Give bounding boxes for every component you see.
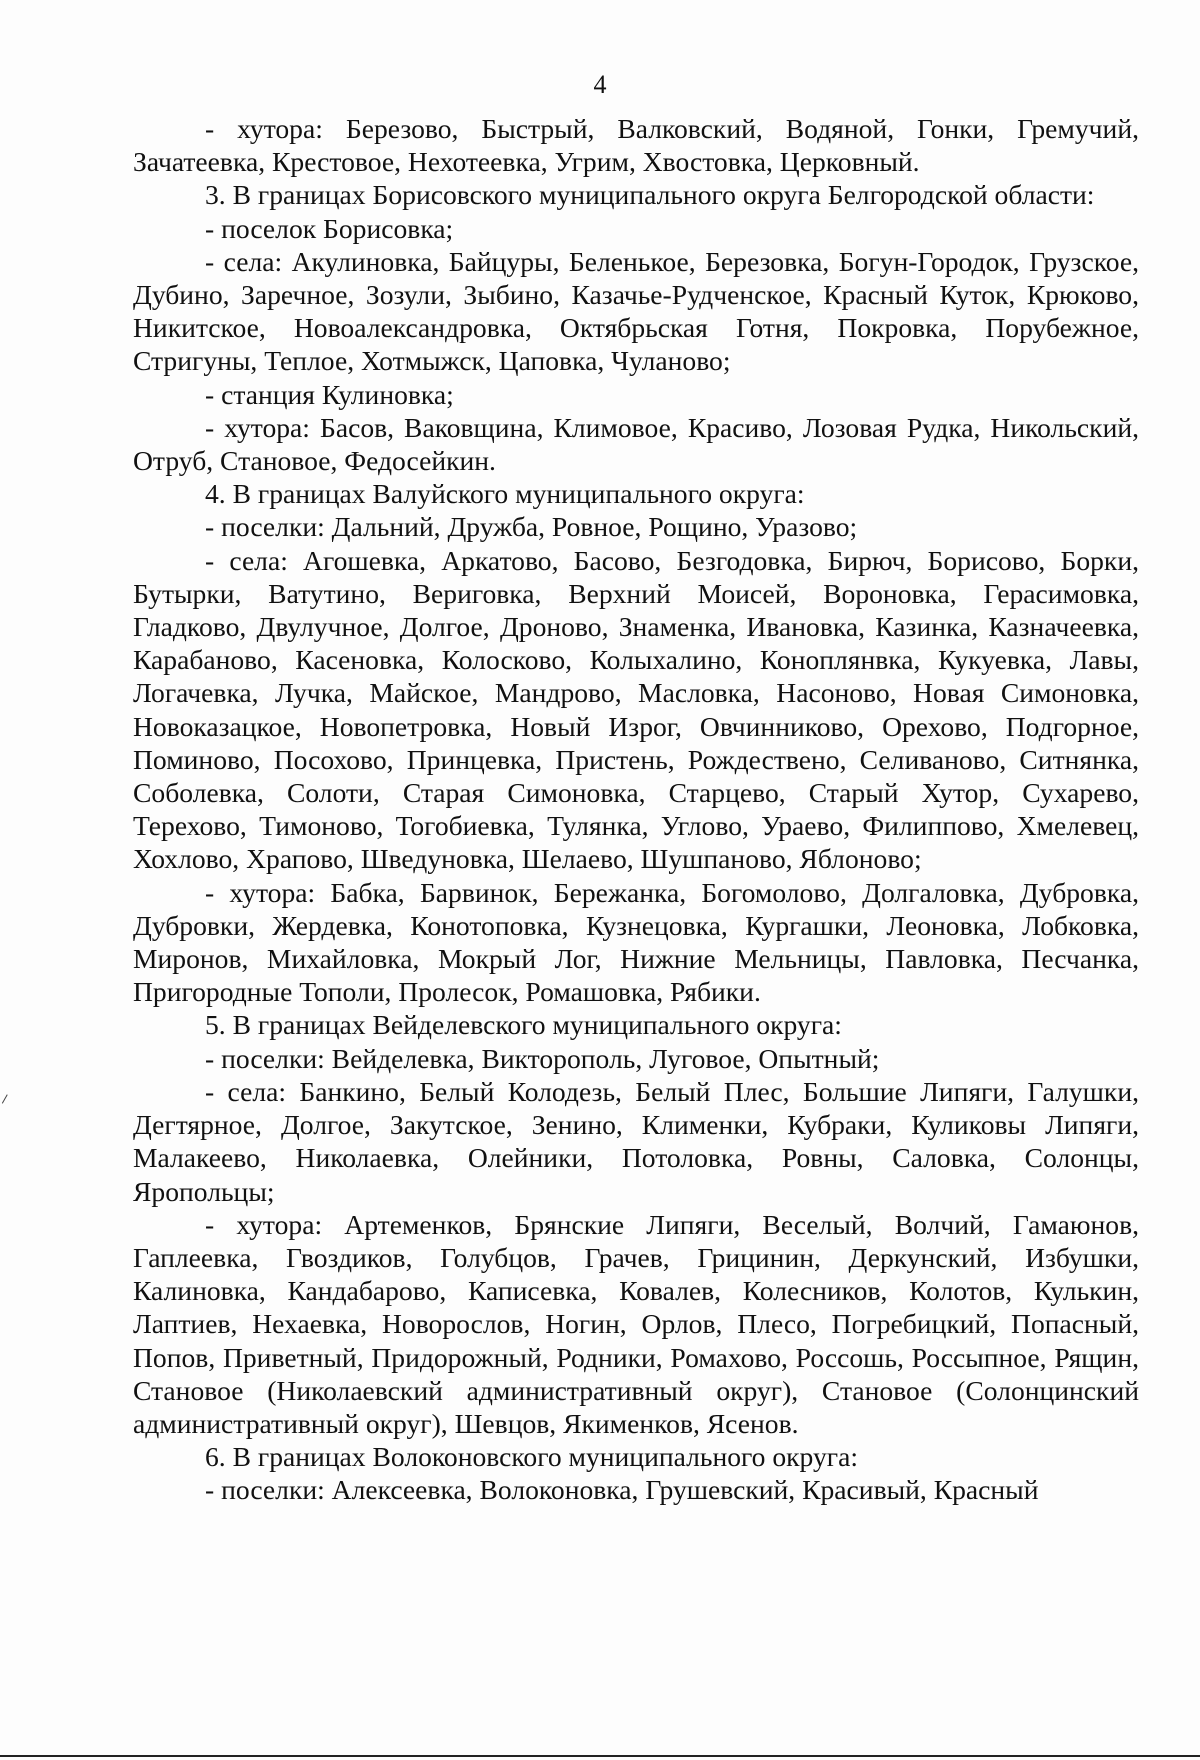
section-4-heading: 4. В границах Валуйского муниципального округа: (205, 478, 805, 510)
scan-mark (2, 1094, 11, 1105)
paragraph-khutora-borisovsky: - хутора: Басов, Ваковщина, Климовое, Красиво, Лозовая Рудка, Никольский, Отруб, Становое, Федосейкин. (133, 411, 1139, 477)
paragraph-khutora-valuysky: - хутора: Бабка, Барвинок, Бережанка, Богомолово, Долгаловка, Дубровка, Дубровки, Жердевка, Конотоповка, Кузнецовка, Кургашки, Леоновка, Лобковка, Миронов, Михайловка, Мокрый Лог, Нижние Мельницы, Павловка, Песчанка, Пригородные Тополи, Пролесок, Ромашовка, Рябики. (133, 876, 1139, 1008)
paragraph-poselki-valuysky: - поселки: Дальний, Дружба, Ровное, Рощино, Уразово; (205, 511, 858, 543)
paragraph-poselki-volokonovsky: - поселки: Алексеевка, Волоконовка, Грушевский, Красивый, Красный (205, 1474, 1039, 1506)
paragraph-sela-valuysky: - села: Агошевка, Аркатово, Басово, Безгодовка, Бирюч, Борисово, Борки, Бутырки, Ватутино, Вериговка, Верхний Моисей, Вороновка, Герасимовка, Гладково, Двулучное, Долгое, Дроново, Знаменка, Ивановка, Казинка, Казначеевка, Карабаново, Касеновка, Колосково, Колыхалино, Коноплянвка, Кукуевка, Лавы, Логачевка, Лучка, Майское, Мандрово, Масловка, Насоново, Новая Симоновка, Новоказацкое, Новопетровка, Новый Изрог, Овчинниково, Орехово, Подгорное, Поминово, Посохово, Принцевка, Пристень, Рождествено, Селиваново, Ситнянка, Соболевка, Солоти, Старая Симоновка, Старцево, Старый Хутор, Сухарево, Терехово, Тимоново, Тогобиевка, Тулянка, Углово, Ураево, Филиппово, Хмелевец, Хохлово, Храпово, Шведуновка, Шелаево, Шушпаново, Яблоново; (133, 544, 1139, 875)
paragraph-sela-borisovsky: - села: Акулиновка, Байцуры, Беленькое, Березовка, Богун-Городок, Грузское, Дубино, Заречное, Зозули, Зыбино, Казачье-Рудченское, Красный Куток, Крюково, Никитское, Новоалександровка, Октябрьская Готня, Покровка, Порубежное, Стригуны, Теплое, Хотмыжск, Цаповка, Чуланово; (133, 245, 1139, 377)
paragraph-stantsiya: - станция Кулиновка; (205, 378, 454, 410)
paragraph-poselki-veydelevsky: - поселки: Вейделевка, Викторополь, Луговое, Опытный; (205, 1042, 880, 1074)
page-number: 4 (593, 70, 607, 99)
paragraph-khutora-1: - хутора: Березово, Быстрый, Валковский, Водяной, Гонки, Гремучий, Зачатеевка, Крестовое, Нехотеевка, Угрим, Хвостовка, Церковный. (133, 113, 1139, 178)
scan-bottom-edge (0, 1755, 1200, 1757)
section-3-heading: 3. В границах Борисовского муниципального округа Белгородской области: (205, 179, 1095, 211)
section-5-heading: 5. В границах Вейделевского муниципального округа: (205, 1009, 842, 1041)
document-body (133, 112, 1139, 1507)
section-6-heading: 6. В границах Волоконовского муниципального округа: (205, 1441, 859, 1473)
paragraph-sela-veydelevsky: - села: Банкино, Белый Колодезь, Белый Плес, Большие Липяги, Галушки, Дегтярное, Долгое, Закутское, Зенино, Клименки, Кубраки, Куликовы Липяги, Малакеево, Николаевка, Олейники, Потоловка, Ровны, Саловка, Солонцы, Яропольцы; (133, 1075, 1139, 1207)
paragraph-khutora-veydelevsky: - хутора: Артеменков, Брянские Липяги, Веселый, Волчий, Гамаюнов, Гаплеевка, Гвоздиков, Голубцов, Грачев, Грицинин, Деркунский, Избушки, Калиновка, Кандабарово, Каписевка, Ковалев, Колесников, Колотов, Кулькин, Лаптиев, Нехаевка, Новорослов, Ногин, Орлов, Плесо, Погребицкий, Попасный, Попов, Приветный, Придорожный, Родники, Ромахово, Россошь, Россыпное, Рящин, Становое (Николаевский административный округ), Становое (Солонцинский административный округ), Шевцов, Якименков, Ясенов. (133, 1208, 1139, 1439)
paragraph-poselok-borisovka: - поселок Борисовка; (205, 212, 454, 244)
